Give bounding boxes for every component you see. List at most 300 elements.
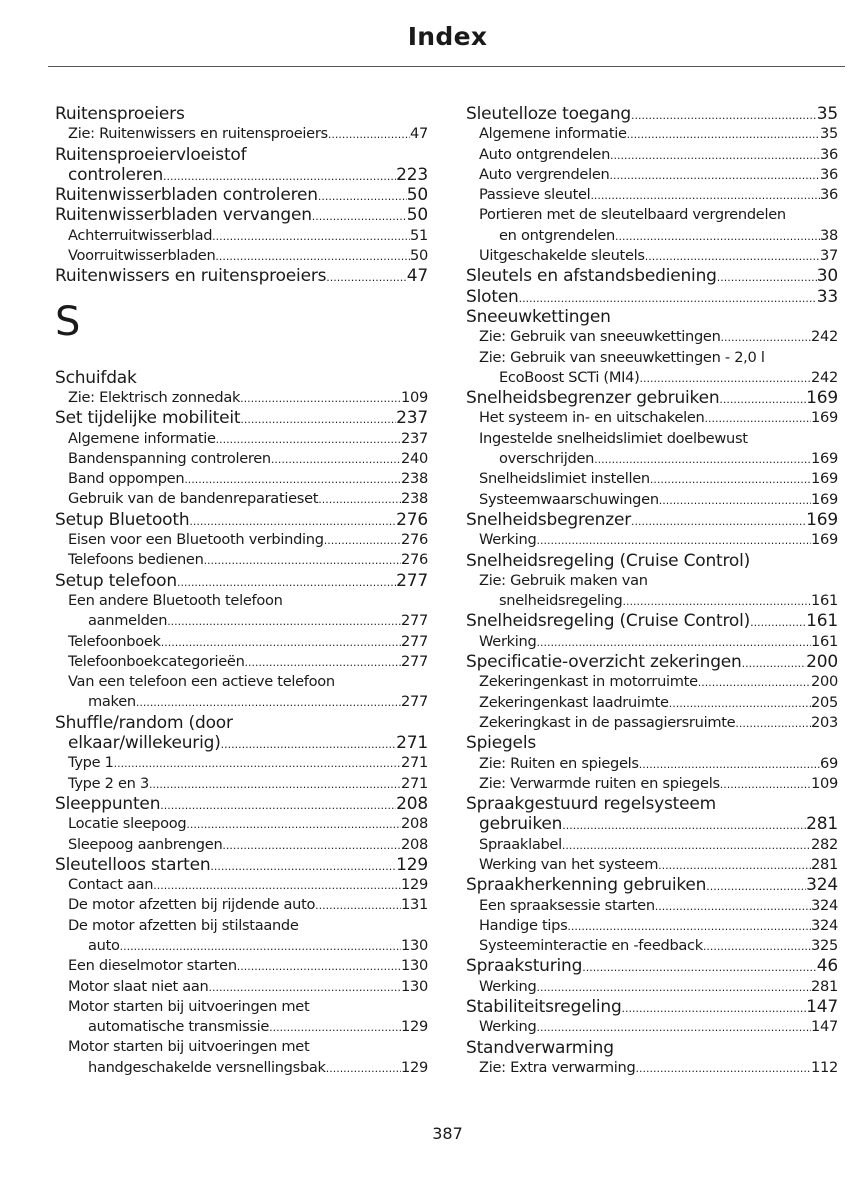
- page-reference: 242: [811, 328, 838, 346]
- entry-text: Sloten: [466, 286, 519, 307]
- page-reference: 200: [811, 673, 838, 691]
- page-reference: 281: [806, 814, 838, 835]
- dot-leader: [703, 937, 811, 957]
- page-reference: 33: [816, 286, 838, 307]
- entry-text: Setup Bluetooth: [55, 509, 190, 530]
- index-column-right: [466, 104, 838, 1078]
- index-entry: [55, 408, 428, 428]
- entry-text: Gebruik van de bandenreparatieset: [68, 490, 319, 508]
- dot-leader: [631, 106, 817, 126]
- dot-leader: [318, 490, 401, 510]
- index-subentry: [466, 835, 838, 855]
- page-reference: 109: [401, 388, 428, 406]
- page-title: Index: [407, 22, 488, 51]
- dot-leader: [186, 815, 401, 835]
- page-reference: 130: [401, 977, 428, 995]
- page-reference: 36: [820, 165, 838, 183]
- index-entries-s-continued: [466, 104, 838, 1078]
- entry-text: handgeschakelde versnellingsbak: [88, 1058, 326, 1076]
- entry-text: controleren: [68, 164, 164, 185]
- entry-text: Zekeringkast in de passagiersruimte: [479, 713, 736, 731]
- entry-text: Zie: Ruiten en spiegels: [479, 754, 639, 772]
- entry-text: Achterruitwisserblad: [68, 226, 213, 244]
- dot-leader: [698, 673, 811, 693]
- page-reference: 324: [806, 875, 838, 896]
- page-reference: 200: [806, 652, 838, 673]
- index-entry: [466, 266, 838, 286]
- dot-leader: [705, 409, 812, 429]
- index-subentry: [466, 530, 838, 550]
- dot-leader: [149, 775, 401, 795]
- entry-text: elkaar/willekeurig): [68, 733, 221, 754]
- entry-text: EcoBoost SCTi (MI4): [499, 368, 640, 386]
- entry-text: Ruitenwisserbladen controleren: [55, 185, 318, 206]
- entry-text: Een spraaksessie starten: [479, 896, 655, 914]
- index-subentry: [55, 429, 428, 449]
- page-reference: 37: [820, 247, 838, 265]
- index-entry: [55, 104, 428, 124]
- entry-text: Sneeuwkettingen: [466, 306, 611, 327]
- entry-text: Telefoonboekcategorieën: [68, 652, 245, 670]
- dot-leader: [622, 999, 807, 1019]
- index-subentry: [55, 916, 428, 936]
- index-subentry: [466, 246, 838, 266]
- dot-leader: [610, 146, 820, 166]
- entry-text: en ontgrendelen: [499, 226, 615, 244]
- entry-text: aanmelden: [88, 612, 168, 630]
- index-subentry: [466, 449, 838, 469]
- index-entry: [466, 510, 838, 530]
- index-subentry: [466, 145, 838, 165]
- entry-text: gebruiken: [479, 814, 563, 835]
- entry-text: Werking: [479, 531, 537, 549]
- entry-text: Auto vergrendelen: [479, 165, 610, 183]
- dot-leader: [631, 512, 806, 532]
- entry-text: Type 1: [68, 754, 114, 772]
- dot-leader: [706, 877, 806, 897]
- index-entry: [466, 388, 838, 408]
- entry-text: Zekeringenkast laadruimte: [479, 693, 669, 711]
- index-subentry: [55, 226, 428, 246]
- index-entry: [466, 814, 838, 834]
- dot-leader: [562, 836, 811, 856]
- index-entry: [55, 205, 428, 225]
- index-subentry: [55, 977, 428, 997]
- dot-leader: [269, 1018, 401, 1038]
- entry-text: Werking: [479, 632, 537, 650]
- page-reference: 169: [806, 509, 838, 530]
- page-reference: 36: [820, 186, 838, 204]
- dot-leader: [720, 775, 811, 795]
- dot-leader: [536, 531, 811, 551]
- dot-leader: [240, 410, 396, 430]
- dot-leader: [237, 957, 401, 977]
- page-reference: 276: [396, 509, 428, 530]
- page-reference: 46: [816, 956, 838, 977]
- page-reference: 129: [401, 1058, 428, 1076]
- entry-text: Stabiliteitsregeling: [466, 997, 622, 1018]
- dot-leader: [594, 450, 811, 470]
- index-entry: [55, 733, 428, 753]
- entry-text: Specificatie-overzicht zekeringen: [466, 652, 742, 673]
- index-subentry: [466, 916, 838, 936]
- index-subentry: [466, 469, 838, 489]
- dot-leader: [245, 653, 401, 673]
- page-reference: 208: [396, 793, 428, 814]
- entry-text: Zie: Gebruik maken van: [479, 571, 648, 589]
- section-letter: S: [55, 298, 81, 345]
- index-subentry: [466, 348, 838, 368]
- page-reference: 69: [820, 754, 838, 772]
- dot-leader: [315, 896, 401, 916]
- index-subentry: [55, 449, 428, 469]
- index-subentry: [55, 774, 428, 794]
- page-reference: 36: [820, 145, 838, 163]
- page-reference: 161: [811, 632, 838, 650]
- entry-text: Ruitenwissers en ruitensproeiers: [55, 266, 327, 287]
- dot-leader: [567, 917, 811, 937]
- page-reference: 324: [811, 896, 838, 914]
- index-subentry: [55, 672, 428, 692]
- entry-text: Bandenspanning controleren: [68, 449, 271, 467]
- index-subentry: [466, 165, 838, 185]
- index-subentry: [55, 611, 428, 631]
- dot-leader: [120, 937, 401, 957]
- page-reference: 50: [406, 185, 428, 206]
- entry-text: Snelheidsregeling (Cruise Control): [466, 611, 751, 632]
- index-subentry: [466, 429, 838, 449]
- page-reference: 161: [811, 592, 838, 610]
- entry-text: Ruitensproeiers: [55, 104, 185, 124]
- entry-text: Passieve sleutel: [479, 186, 591, 204]
- dot-leader: [167, 612, 401, 632]
- index-subentry: [466, 124, 838, 144]
- page-reference: 47: [410, 125, 428, 143]
- dot-leader: [161, 633, 401, 653]
- entry-text: Portieren met de sleutelbaard vergrendelen: [479, 206, 786, 224]
- dot-leader: [221, 735, 397, 755]
- entry-text: maken: [88, 693, 136, 711]
- entry-text: Systeemwaarschuwingen: [479, 490, 659, 508]
- dot-leader: [721, 328, 811, 348]
- dot-leader: [114, 754, 401, 774]
- index-entry: [466, 956, 838, 976]
- entry-text: Zie: Gebruik van sneeuwkettingen - 2,0 l: [479, 348, 765, 366]
- index-subentry: [55, 997, 428, 1017]
- dot-leader: [735, 714, 811, 734]
- dot-leader: [318, 187, 407, 207]
- dot-leader: [742, 654, 807, 674]
- page-reference: 50: [410, 247, 428, 265]
- index-subentry: [466, 1058, 838, 1078]
- index-subentry: [55, 1037, 428, 1057]
- page-reference: 277: [401, 632, 428, 650]
- page-reference: 130: [401, 957, 428, 975]
- entry-text: Auto ontgrendelen: [479, 145, 611, 163]
- dot-leader: [312, 207, 407, 227]
- dot-leader: [615, 227, 820, 247]
- index-subentry: [466, 226, 838, 246]
- entry-text: Algemene informatie: [479, 125, 627, 143]
- entry-text: De motor afzetten bij stilstaande: [68, 916, 299, 934]
- entry-text: Sleepoog aanbrengen: [68, 835, 223, 853]
- page-reference: 237: [396, 408, 428, 429]
- entry-text: Snelheidsbegrenzer: [466, 509, 632, 530]
- entry-text: Spraakherkenning gebruiken: [466, 875, 707, 896]
- entry-text: Zie: Ruitenwissers en ruitensproeiers: [68, 125, 328, 143]
- index-entries-r: [55, 104, 428, 287]
- page-reference: 203: [811, 713, 838, 731]
- index-subentry: [55, 530, 428, 550]
- dot-leader: [326, 1059, 401, 1079]
- dot-leader: [216, 430, 401, 450]
- index-entry: [466, 1038, 838, 1058]
- page-reference: 277: [401, 693, 428, 711]
- index-subentry: [55, 124, 428, 144]
- entry-text: Zie: Elektrisch zonnedak: [68, 388, 241, 406]
- index-subentry: [466, 205, 838, 225]
- index-subentry: [466, 327, 838, 347]
- index-subentry: [55, 814, 428, 834]
- index-entry: [466, 551, 838, 571]
- index-subentry: [55, 388, 428, 408]
- dot-leader: [324, 531, 401, 551]
- page-reference: 30: [816, 266, 838, 287]
- entry-text: Het systeem in- en uitschakelen: [479, 409, 705, 427]
- entry-text: Snelheidsbegrenzer gebruiken: [466, 388, 720, 409]
- page-reference: 281: [811, 977, 838, 995]
- index-entry: [466, 733, 838, 753]
- page-reference: 169: [811, 470, 838, 488]
- dot-leader: [204, 551, 401, 571]
- index-entry: [466, 287, 838, 307]
- page-reference: 35: [820, 125, 838, 143]
- entry-text: De motor afzetten bij rijdende auto: [68, 896, 316, 914]
- index-subentry: [55, 632, 428, 652]
- page-reference: 205: [811, 693, 838, 711]
- page-reference: 282: [811, 835, 838, 853]
- entry-text: Zie: Extra verwarming: [479, 1058, 636, 1076]
- index-subentry: [466, 855, 838, 875]
- entry-text: Werking: [479, 1018, 537, 1036]
- entry-text: Een dieselmotor starten: [68, 957, 237, 975]
- dot-leader: [582, 958, 817, 978]
- index-entry: [466, 794, 838, 814]
- header-divider: [48, 66, 845, 67]
- page-reference: 208: [401, 815, 428, 833]
- entry-text: Motor starten bij uitvoeringen met: [68, 1038, 310, 1056]
- dot-leader: [650, 470, 811, 490]
- page-reference: 237: [401, 429, 428, 447]
- entry-text: Zie: Verwarmde ruiten en spiegels: [479, 774, 720, 792]
- dot-leader: [209, 978, 402, 998]
- page-reference: 169: [811, 409, 838, 427]
- page-reference: 147: [811, 1018, 838, 1036]
- dot-leader: [136, 693, 401, 713]
- entry-text: Uitgeschakelde sleutels: [479, 247, 645, 265]
- index-subentry: [466, 672, 838, 692]
- index-subentry: [466, 368, 838, 388]
- page-reference: 238: [401, 470, 428, 488]
- page-reference: 325: [811, 937, 838, 955]
- dot-leader: [212, 227, 410, 247]
- page-reference: 169: [806, 388, 838, 409]
- page-reference: 240: [401, 449, 428, 467]
- entry-text: Locatie sleepoog: [68, 815, 187, 833]
- dot-leader: [210, 857, 396, 877]
- index-entry: [55, 510, 428, 530]
- page-reference: 223: [396, 164, 428, 185]
- dot-leader: [184, 470, 401, 490]
- index-subentry: [55, 875, 428, 895]
- index-subentry: [466, 591, 838, 611]
- entry-text: Type 2 en 3: [68, 774, 149, 792]
- dot-leader: [271, 450, 401, 470]
- page-reference: 147: [806, 997, 838, 1018]
- entry-text: Zie: Gebruik van sneeuwkettingen: [479, 328, 721, 346]
- page-reference: 271: [396, 733, 428, 754]
- index-subentry: [466, 754, 838, 774]
- dot-leader: [222, 836, 401, 856]
- page-reference: 51: [410, 226, 428, 244]
- dot-leader: [590, 186, 820, 206]
- entry-text: Systeeminteractie en -feedback: [479, 937, 703, 955]
- page-reference: 35: [816, 104, 838, 124]
- page-reference: 242: [811, 368, 838, 386]
- page-reference: 129: [401, 1018, 428, 1036]
- index-subentry: [55, 469, 428, 489]
- index-entry: [466, 104, 838, 124]
- entry-text: Spraaklabel: [479, 835, 562, 853]
- dot-leader: [639, 755, 820, 775]
- index-entry: [55, 185, 428, 205]
- index-subentry: [55, 246, 428, 266]
- page-reference: 276: [401, 531, 428, 549]
- dot-leader: [609, 166, 820, 186]
- index-subentry: [466, 185, 838, 205]
- dot-leader: [536, 978, 811, 998]
- index-entry: [55, 713, 428, 733]
- dot-leader: [658, 856, 811, 876]
- index-subentry: [466, 774, 838, 794]
- entry-text: Spraakgestuurd regelsysteem: [466, 794, 717, 815]
- page-reference: 38: [820, 226, 838, 244]
- dot-leader: [153, 876, 401, 896]
- index-entry: [55, 266, 428, 286]
- index-entry: [55, 368, 428, 388]
- dot-leader: [635, 1059, 811, 1079]
- page-reference: 276: [401, 551, 428, 569]
- dot-leader: [640, 369, 812, 389]
- entry-text: Voorruitwisserbladen: [68, 247, 216, 265]
- entry-text: Zekeringenkast in motorruimte: [479, 673, 698, 691]
- page-reference: 208: [401, 835, 428, 853]
- entry-text: auto: [88, 936, 120, 954]
- page-number: 387: [432, 1124, 463, 1143]
- entry-text: Eisen voor een Bluetooth verbinding: [68, 531, 324, 549]
- dot-leader: [326, 268, 406, 288]
- entry-text: Handige tips: [479, 916, 568, 934]
- page-reference: 50: [406, 205, 428, 226]
- index-entry: [55, 794, 428, 814]
- dot-leader: [177, 573, 396, 593]
- index-entry: [466, 875, 838, 895]
- dot-leader: [562, 816, 806, 836]
- dot-leader: [659, 491, 811, 511]
- dot-leader: [160, 796, 396, 816]
- entry-text: Spiegels: [466, 733, 536, 754]
- page-reference: 324: [811, 916, 838, 934]
- dot-leader: [717, 268, 817, 288]
- index-subentry: [55, 956, 428, 976]
- index-subentry: [55, 1058, 428, 1078]
- dot-leader: [536, 1018, 811, 1038]
- index-subentry: [466, 490, 838, 510]
- dot-leader: [719, 390, 806, 410]
- entry-text: Snelheidslimiet instellen: [479, 470, 650, 488]
- entry-text: Ingestelde snelheidslimiet doelbewust: [479, 429, 748, 447]
- dot-leader: [627, 125, 820, 145]
- entry-text: Telefoonboek: [68, 632, 161, 650]
- page-reference: 169: [811, 531, 838, 549]
- index-entry: [55, 855, 428, 875]
- index-entry: [466, 611, 838, 631]
- index-subentry: [55, 895, 428, 915]
- entry-text: Motor starten bij uitvoeringen met: [68, 997, 310, 1015]
- entry-text: Set tijdelijke mobiliteit: [55, 408, 241, 429]
- entry-text: Telefoons bedienen: [68, 551, 204, 569]
- page-reference: 277: [401, 612, 428, 630]
- page-reference: 161: [806, 611, 838, 632]
- entry-text: automatische transmissie: [88, 1018, 270, 1036]
- dot-leader: [622, 592, 811, 612]
- entry-text: Werking: [479, 977, 537, 995]
- entry-text: Ruitensproeiervloeistof: [55, 144, 247, 165]
- index-subentry: [466, 408, 838, 428]
- entry-text: Shuffle/random (door: [55, 712, 233, 733]
- index-entry: [466, 997, 838, 1017]
- index-subentry: [466, 977, 838, 997]
- entry-text: Schuifdak: [55, 367, 137, 388]
- index-subentry: [466, 896, 838, 916]
- index-subentry: [55, 753, 428, 773]
- dot-leader: [536, 633, 811, 653]
- index-entry: [55, 165, 428, 185]
- entry-text: snelheidsregeling: [499, 592, 623, 610]
- page-reference: 238: [401, 490, 428, 508]
- index-subentry: [55, 936, 428, 956]
- entry-text: overschrijden: [499, 450, 595, 468]
- dot-leader: [215, 247, 410, 267]
- index-subentry: [55, 591, 428, 611]
- page-reference: 169: [811, 450, 838, 468]
- index-subentry: [466, 936, 838, 956]
- page-reference: 129: [401, 876, 428, 894]
- page-reference: 281: [811, 855, 838, 873]
- dot-leader: [189, 512, 396, 532]
- dot-leader: [240, 389, 401, 409]
- dot-leader: [669, 694, 811, 714]
- entry-text: Werking van het systeem: [479, 855, 659, 873]
- page-reference: 47: [406, 266, 428, 287]
- dot-leader: [645, 247, 820, 267]
- index-subentry: [55, 692, 428, 712]
- index-entry: [466, 652, 838, 672]
- index-subentry: [55, 835, 428, 855]
- page-reference: 271: [401, 774, 428, 792]
- entry-text: Algemene informatie: [68, 429, 216, 447]
- index-subentry: [466, 632, 838, 652]
